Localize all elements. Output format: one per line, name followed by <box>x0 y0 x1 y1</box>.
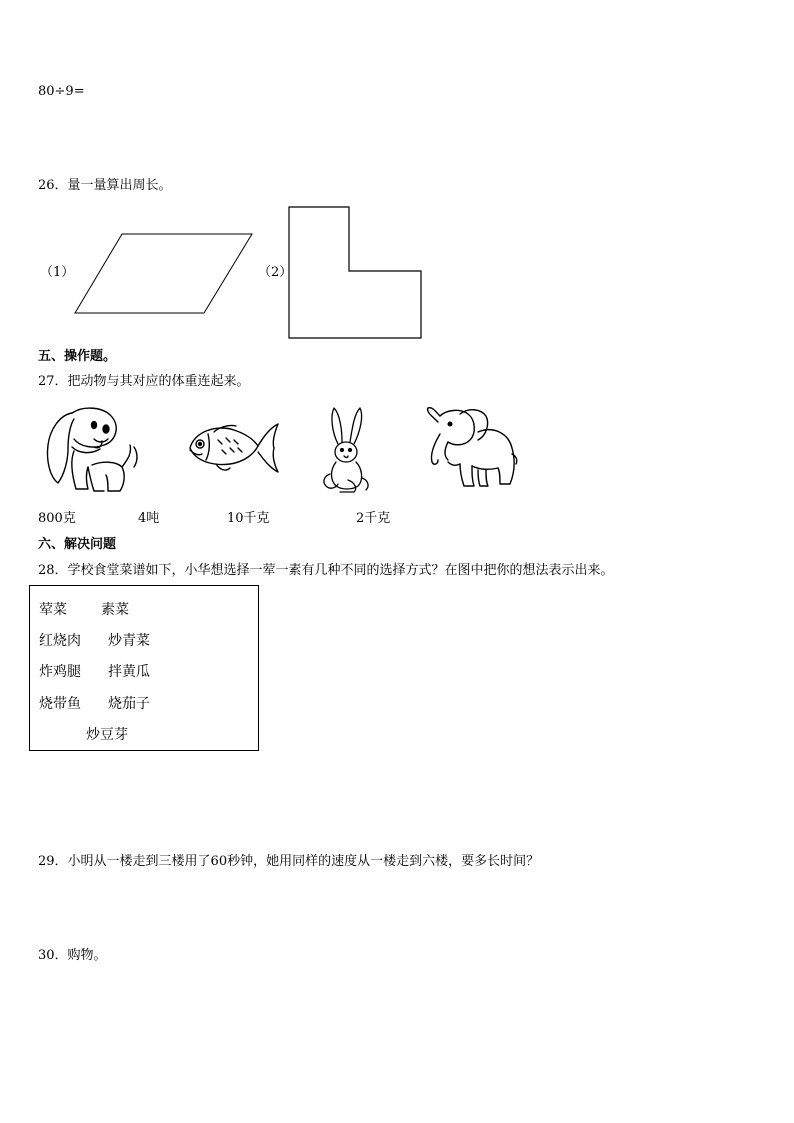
veg-item: 拌黄瓜 <box>108 664 150 680</box>
meat-item: 炸鸡腿 <box>39 664 81 680</box>
veg-item: 炒豆芽 <box>86 727 128 743</box>
rabbit-illustration <box>318 404 374 496</box>
question-27-text: 27．把动物与其对应的体重连起来。 <box>38 374 250 389</box>
section-5-title: 五、操作题。 <box>38 349 117 364</box>
veg-item: 炒青菜 <box>108 633 150 649</box>
figure-label-2: （2） <box>258 265 293 280</box>
equation-text: 80÷9= <box>38 84 85 99</box>
question-29-text: 29．小明从一楼走到三楼用了60秒钟，她用同样的速度从一楼走到六楼，要多长时间？ <box>38 854 540 869</box>
dog-illustration <box>42 405 142 495</box>
meat-header: 荤菜 <box>39 602 67 618</box>
l-shape-figure <box>288 206 424 340</box>
elephant-illustration <box>424 404 520 490</box>
question-28-text: 28．学校食堂菜谱如下，小华想选择一荤一素有几种不同的选择方式？在图中把你的想法表示出来。 <box>38 563 614 578</box>
meat-item: 红烧肉 <box>39 633 81 649</box>
veg-item: 烧茄子 <box>108 696 150 712</box>
weight-label-1: 800克 <box>38 511 76 526</box>
weight-label-3: 10千克 <box>227 511 270 526</box>
veg-header: 素菜 <box>101 602 129 618</box>
section-6-title: 六、解决问题 <box>38 537 117 552</box>
meat-item: 烧带鱼 <box>39 696 81 712</box>
question-26-text: 26．量一量算出周长。 <box>38 178 172 193</box>
menu-table <box>29 585 259 751</box>
weight-label-4: 2千克 <box>356 511 391 526</box>
parallelogram-figure <box>74 233 254 315</box>
figure-label-1: （1） <box>40 265 75 280</box>
question-30-text: 30．购物。 <box>38 948 107 963</box>
fish-illustration <box>184 418 280 474</box>
weight-label-2: 4吨 <box>138 511 160 526</box>
